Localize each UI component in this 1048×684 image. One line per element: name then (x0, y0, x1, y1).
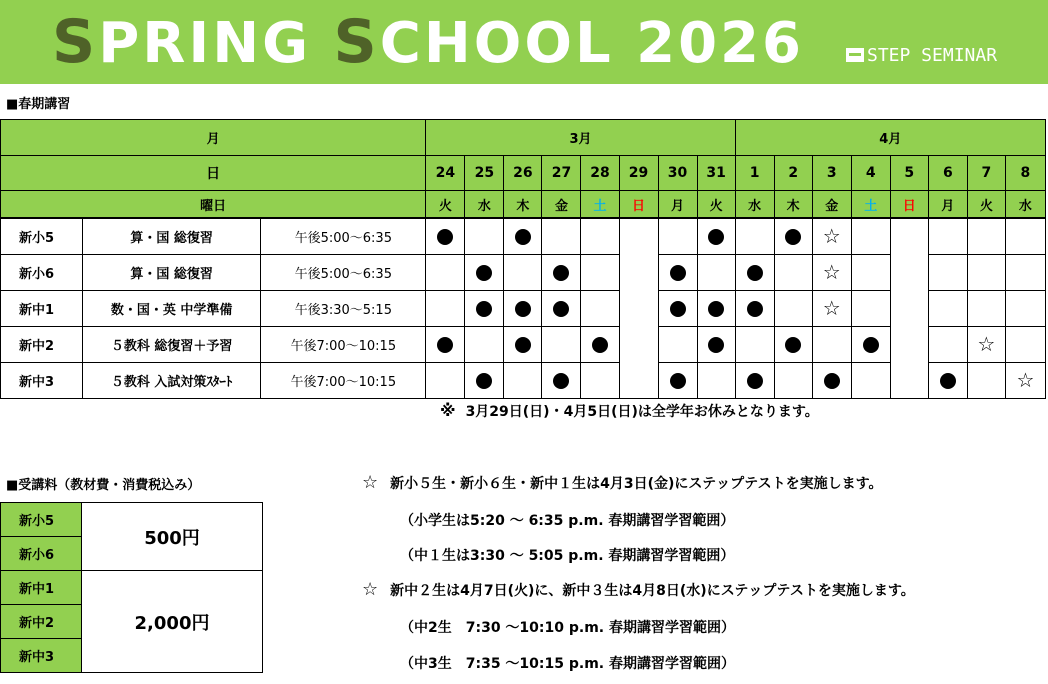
course-time: 午後5:00～6:35 (261, 255, 426, 291)
schedule-cell (542, 218, 581, 255)
title-part-pring: PRING (98, 11, 334, 76)
weekday-cell: 金 (542, 191, 581, 219)
schedule-cell (774, 363, 812, 399)
notice-text: （中3生 7:35 ～10:15 p.m. 春期講習学習範囲） (400, 656, 735, 672)
course-row (1, 255, 1046, 291)
weekday-row (1, 191, 1046, 219)
class-day-dot-icon (515, 337, 531, 353)
day-cell: 4 (851, 156, 890, 191)
notice-line (400, 510, 734, 530)
schedule-cell (426, 327, 465, 363)
fee-grade: 新中2 (1, 605, 82, 639)
class-day-dot-icon (553, 373, 569, 389)
holiday-note (440, 401, 819, 421)
weekday-cell: 月 (928, 191, 967, 219)
class-day-dot-icon (708, 229, 724, 245)
class-day-dot-icon (824, 373, 840, 389)
schedule-cell (542, 327, 581, 363)
step-test-star-icon: ☆ (1016, 368, 1035, 392)
notice-text: （小学生は5:20 ～ 6:35 p.m. 春期講習学習範囲） (400, 513, 735, 529)
schedule-cell (1005, 327, 1045, 363)
day-cell: 5 (890, 156, 928, 191)
course-subject: 数・国・英 中学準備 (83, 291, 261, 327)
schedule-cell (812, 291, 851, 327)
schedule-cell (812, 218, 851, 255)
course-time: 午後5:00～6:35 (261, 218, 426, 255)
schedule-cell (504, 363, 542, 399)
schedule-cell (697, 291, 735, 327)
course-row (1, 363, 1046, 399)
course-row (1, 327, 1046, 363)
course-time: 午後7:00～10:15 (261, 327, 426, 363)
schedule-cell (812, 363, 851, 399)
day-cell: 29 (619, 156, 658, 191)
banner-title (52, 7, 804, 77)
schedule-cell (581, 327, 619, 363)
day-cell: 3 (812, 156, 851, 191)
schedule-cell (967, 255, 1005, 291)
title-initial-s1: S (52, 7, 99, 77)
class-day-dot-icon (747, 265, 763, 281)
schedule-cell (465, 218, 504, 255)
holiday-hatch-cell (619, 218, 658, 399)
course-row (1, 218, 1046, 255)
course-row (1, 291, 1046, 327)
schedule-cell (774, 327, 812, 363)
class-day-dot-icon (940, 373, 956, 389)
class-day-dot-icon (476, 301, 492, 317)
class-day-dot-icon (747, 373, 763, 389)
class-day-dot-icon (553, 301, 569, 317)
class-day-dot-icon (670, 373, 686, 389)
schedule-cell (735, 255, 774, 291)
class-day-dot-icon (592, 337, 608, 353)
reference-mark-icon: ※ (440, 401, 456, 420)
schedule-cell (812, 327, 851, 363)
day-cell: 6 (928, 156, 967, 191)
day-cell: 26 (504, 156, 542, 191)
title-part-chool: CHOOL 2026 (379, 11, 804, 76)
course-subject: 算・国 総復習 (83, 255, 261, 291)
class-day-dot-icon (515, 229, 531, 245)
day-cell: 7 (967, 156, 1005, 191)
class-day-dot-icon (515, 301, 531, 317)
class-day-dot-icon (670, 301, 686, 317)
class-day-dot-icon (747, 301, 763, 317)
step-test-star-icon: ☆ (822, 260, 841, 284)
notice-line (400, 617, 735, 637)
day-cell: 30 (658, 156, 697, 191)
day-cell: 8 (1005, 156, 1045, 191)
class-day-dot-icon (437, 337, 453, 353)
schedule-cell (465, 363, 504, 399)
weekday-cell: 水 (1005, 191, 1045, 219)
fee-table (0, 502, 263, 673)
class-day-dot-icon (476, 373, 492, 389)
course-grade: 新中1 (1, 291, 83, 327)
notice-text: （中１生は3:30 ～ 5:05 p.m. 春期講習学習範囲） (400, 548, 735, 564)
weekday-cell: 木 (504, 191, 542, 219)
schedule-cell (928, 327, 967, 363)
schedule-cell (426, 363, 465, 399)
schedule-cell (542, 363, 581, 399)
brand (846, 42, 997, 68)
weekday-cell: 土 (581, 191, 619, 219)
class-day-dot-icon (476, 265, 492, 281)
schedule-cell (928, 218, 967, 255)
schedule-cell (658, 363, 697, 399)
class-day-dot-icon (553, 265, 569, 281)
schedule-cell (967, 327, 1005, 363)
fee-price: 500円 (82, 503, 263, 571)
course-time: 午後3:30～5:15 (261, 291, 426, 327)
schedule-cell (658, 327, 697, 363)
notice-text: 新小５生・新小６生・新中１生は4月3日(金)にステップテストを実施します。 (390, 476, 883, 492)
schedule-cell (581, 363, 619, 399)
schedule-cell (1005, 218, 1045, 255)
schedule-cell (851, 218, 890, 255)
star-icon: ☆ (362, 579, 379, 600)
fee-price: 2,000円 (82, 571, 263, 673)
month-row (1, 120, 1046, 156)
notice-line (362, 580, 915, 600)
schedule-cell (967, 363, 1005, 399)
schedule-cell (658, 291, 697, 327)
day-label: 日 (1, 156, 426, 191)
schedule-cell (1005, 363, 1045, 399)
schedule-cell (774, 291, 812, 327)
schedule-cell (426, 218, 465, 255)
course-grade: 新小6 (1, 255, 83, 291)
day-cell: 2 (774, 156, 812, 191)
class-day-dot-icon (863, 337, 879, 353)
day-cell: 1 (735, 156, 774, 191)
schedule-cell (774, 255, 812, 291)
schedule-cell (812, 255, 851, 291)
weekday-cell: 火 (967, 191, 1005, 219)
course-grade: 新中2 (1, 327, 83, 363)
notice-line (362, 473, 882, 493)
weekday-cell: 月 (658, 191, 697, 219)
weekday-cell: 金 (812, 191, 851, 219)
month-april: 4月 (735, 120, 1045, 156)
weekday-cell: 水 (735, 191, 774, 219)
fee-row (1, 503, 263, 537)
course-time: 午後7:00～10:15 (261, 363, 426, 399)
step-test-star-icon: ☆ (822, 296, 841, 320)
schedule-cell (1005, 291, 1045, 327)
fee-row (1, 571, 263, 605)
notice-text: 新中２生は4月7日(火)に、新中３生は4月8日(水)にステップテストを実施します。 (390, 583, 915, 599)
schedule-cell (735, 218, 774, 255)
day-row (1, 156, 1046, 191)
schedule-cell (504, 291, 542, 327)
month-label: 月 (1, 120, 426, 156)
schedule-cell (658, 218, 697, 255)
day-cell: 25 (465, 156, 504, 191)
fee-heading: ■受講料（教材費・消費税込み） (6, 478, 201, 493)
day-cell: 24 (426, 156, 465, 191)
schedule-cell (426, 255, 465, 291)
class-day-dot-icon (785, 229, 801, 245)
fee-grade: 新中1 (1, 571, 82, 605)
title-initial-s2: S (333, 7, 380, 77)
step-logo-icon (846, 48, 864, 62)
schedule-cell (697, 255, 735, 291)
weekday-cell: 火 (426, 191, 465, 219)
schedule-cell (851, 363, 890, 399)
notice-line (400, 653, 735, 673)
schedule-cell (426, 291, 465, 327)
course-grade: 新小5 (1, 218, 83, 255)
class-day-dot-icon (708, 301, 724, 317)
holiday-note-text: 3月29日(日)・4月5日(日)は全学年お休みとなります。 (465, 404, 819, 420)
schedule-cell (851, 291, 890, 327)
schedule-cell (658, 255, 697, 291)
schedule-cell (504, 218, 542, 255)
schedule-cell (851, 327, 890, 363)
schedule-cell (504, 327, 542, 363)
schedule-cell (542, 255, 581, 291)
schedule-cell (504, 255, 542, 291)
course-subject: ５教科 入試対策ｽﾀｰﾄ (83, 363, 261, 399)
weekday-cell: 土 (851, 191, 890, 219)
weekday-label: 曜日 (1, 191, 426, 219)
step-test-star-icon: ☆ (977, 332, 996, 356)
notice-line (400, 545, 734, 565)
class-day-dot-icon (437, 229, 453, 245)
weekday-cell: 木 (774, 191, 812, 219)
month-march: 3月 (426, 120, 735, 156)
schedule-cell (928, 255, 967, 291)
day-cell: 28 (581, 156, 619, 191)
schedule-table (0, 119, 1046, 399)
step-test-star-icon: ☆ (822, 224, 841, 248)
schedule-cell (581, 218, 619, 255)
schedule-cell (928, 363, 967, 399)
star-icon: ☆ (362, 472, 379, 493)
schedule-cell (774, 218, 812, 255)
schedule-cell (697, 218, 735, 255)
banner (0, 0, 1048, 84)
fee-grade: 新小5 (1, 503, 82, 537)
schedule-cell (581, 255, 619, 291)
fee-grade: 新中3 (1, 639, 82, 673)
notice-text: （中2生 7:30 ～10:10 p.m. 春期講習学習範囲） (400, 620, 735, 636)
schedule-cell (581, 291, 619, 327)
schedule-cell (967, 291, 1005, 327)
schedule-cell (928, 291, 967, 327)
schedule-cell (735, 363, 774, 399)
schedule-cell (465, 291, 504, 327)
day-cell: 27 (542, 156, 581, 191)
brand-name: STEP SEMINAR (867, 44, 998, 66)
schedule-cell (735, 291, 774, 327)
course-grade: 新中3 (1, 363, 83, 399)
class-day-dot-icon (670, 265, 686, 281)
course-subject: 算・国 総復習 (83, 218, 261, 255)
holiday-hatch-cell (890, 218, 928, 399)
class-day-dot-icon (785, 337, 801, 353)
schedule-cell (967, 218, 1005, 255)
weekday-cell: 火 (697, 191, 735, 219)
schedule-cell (465, 255, 504, 291)
schedule-heading: ■春期講習 (6, 97, 71, 112)
day-cell: 31 (697, 156, 735, 191)
schedule-cell (542, 291, 581, 327)
weekday-cell: 日 (890, 191, 928, 219)
schedule-cell (697, 363, 735, 399)
fee-grade: 新小6 (1, 537, 82, 571)
schedule-cell (697, 327, 735, 363)
class-day-dot-icon (708, 337, 724, 353)
schedule-cell (465, 327, 504, 363)
weekday-cell: 水 (465, 191, 504, 219)
schedule-cell (851, 255, 890, 291)
schedule-cell (735, 327, 774, 363)
schedule-cell (1005, 255, 1045, 291)
course-subject: ５教科 総復習＋予習 (83, 327, 261, 363)
weekday-cell: 日 (619, 191, 658, 219)
